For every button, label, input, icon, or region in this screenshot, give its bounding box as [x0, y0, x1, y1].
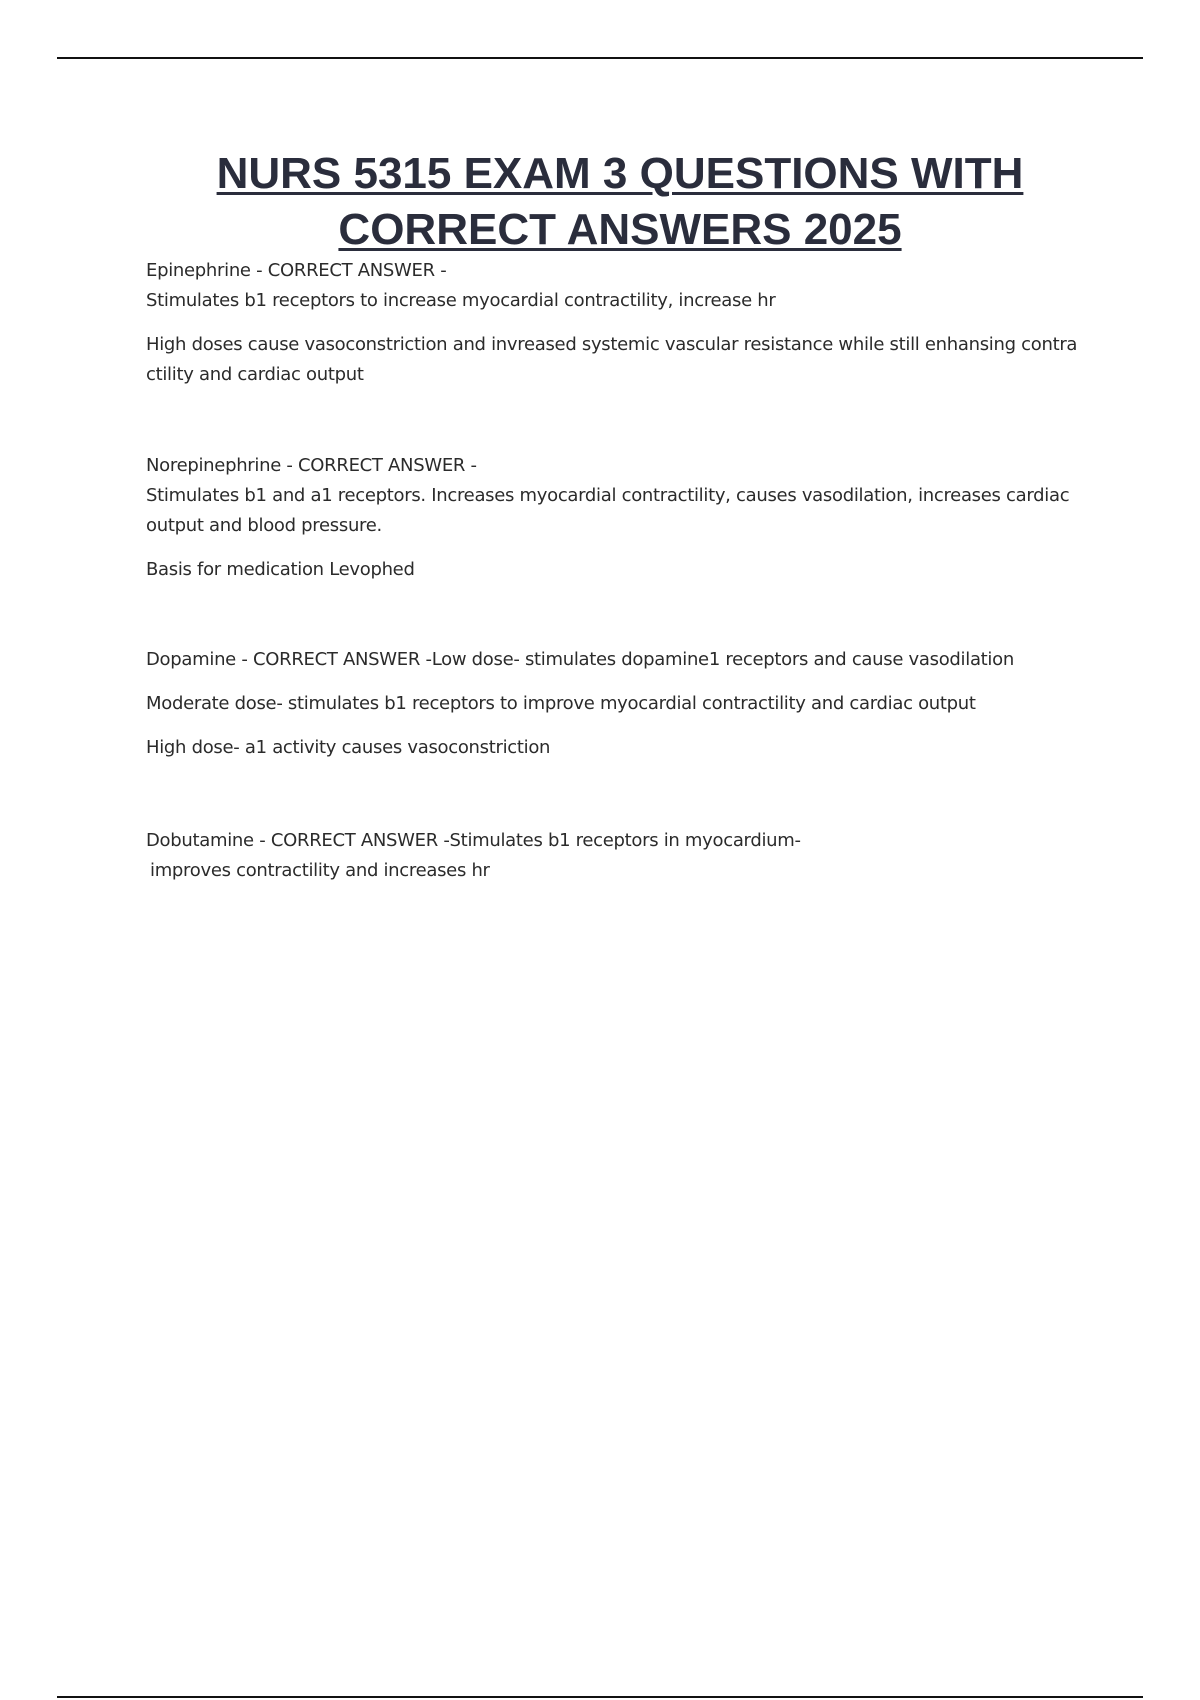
qa-entry-norepinephrine	[146, 451, 1096, 585]
entry-answer-line: Stimulates b1 and a1 receptors. Increases myocardial contractility, causes vasodilation, increases cardiac	[146, 485, 1070, 506]
entry-question: Norepinephrine - CORRECT ANSWER -	[146, 455, 477, 476]
entry-answer-line: ctility and cardiac output	[146, 364, 364, 385]
entry-question: Dopamine - CORRECT ANSWER -Low dose- stimulates dopamine1 receptors and cause vasodilation	[146, 649, 1014, 670]
page-title	[150, 146, 1090, 258]
entry-question: Dobutamine - CORRECT ANSWER -Stimulates b1 receptors in myocardium-	[146, 830, 801, 851]
entry-answer-line: High doses cause vasoconstriction and invreased systemic vascular resistance while still enhansing contra	[146, 334, 1078, 355]
bottom-divider	[57, 1696, 1143, 1698]
entry-answer-line: Moderate dose- stimulates b1 receptors to improve myocardial contractility and cardiac output	[146, 693, 976, 714]
entry-answer-line: Stimulates b1 receptors to increase myocardial contractility, increase hr	[146, 290, 776, 311]
top-divider	[57, 57, 1143, 59]
title-line-2: CORRECT ANSWERS 2025	[338, 205, 902, 254]
title-line-1: NURS 5315 EXAM 3 QUESTIONS WITH	[216, 149, 1024, 198]
qa-entry-epinephrine	[146, 256, 1096, 390]
qa-entry-dopamine	[146, 645, 1096, 763]
entry-answer-line: improves contractility and increases hr	[150, 860, 490, 881]
qa-entry-dobutamine	[146, 826, 1096, 886]
entry-answer-line: Basis for medication Levophed	[146, 559, 415, 580]
entry-answer-line: output and blood pressure.	[146, 515, 382, 536]
entry-answer-line: High dose- a1 activity causes vasoconstriction	[146, 737, 551, 758]
entry-question: Epinephrine - CORRECT ANSWER -	[146, 260, 447, 281]
